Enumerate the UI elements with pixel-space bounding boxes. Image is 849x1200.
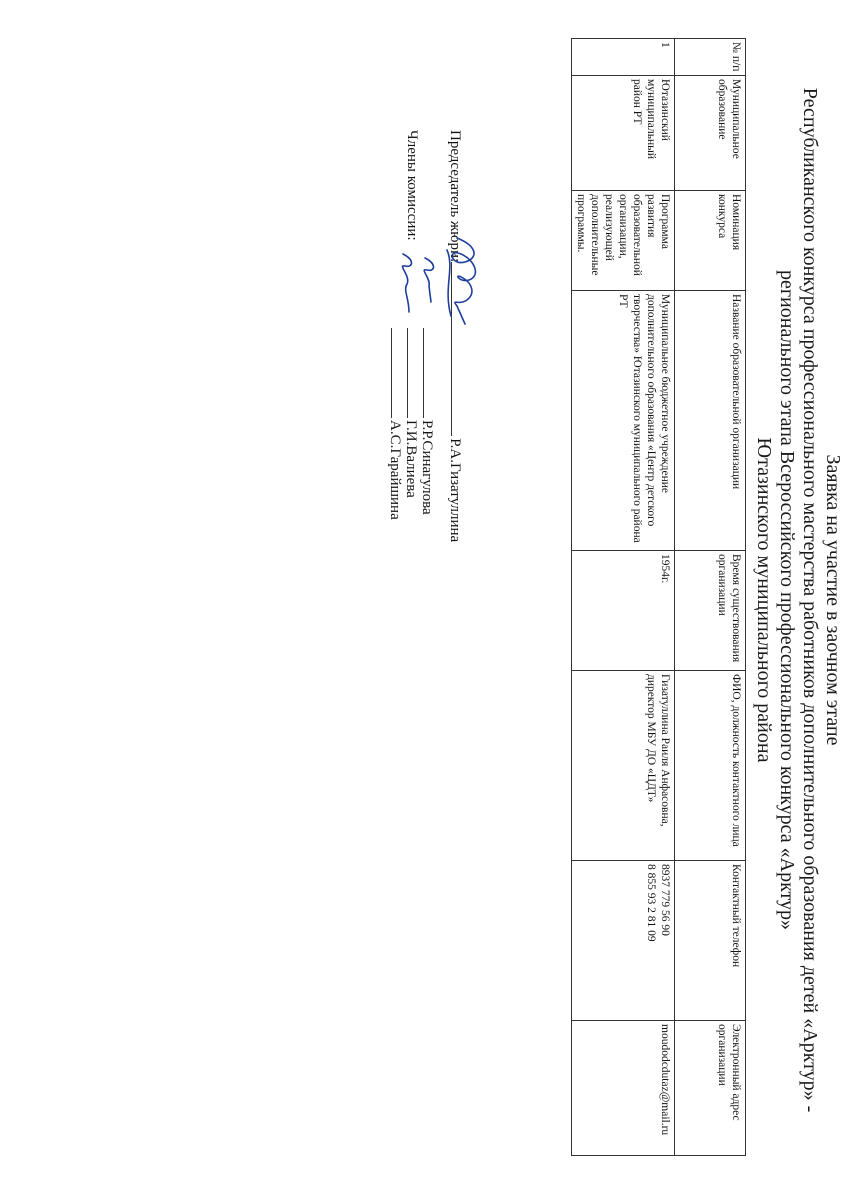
handwritten-signatures xyxy=(387,228,487,338)
members-label: Члены комиссии: xyxy=(404,130,420,241)
application-table xyxy=(571,38,746,1156)
col-header-organization: Название образовательной организации xyxy=(675,291,746,551)
member-signature-row xyxy=(402,328,420,498)
member-signature-row xyxy=(386,328,404,520)
phone-landline: 8 855 93 2 81 09 xyxy=(645,864,657,942)
col-header-nomination: Номинация конкурса xyxy=(675,191,746,291)
contest-subtitle: регионального этапа Всероссийского профессионального конкурса «Арктур» xyxy=(776,269,798,931)
table-header-row xyxy=(675,39,746,1156)
cell-years: 1954г. xyxy=(572,551,675,671)
col-header-email: Электронный адрес организации xyxy=(675,1021,746,1156)
cell-email[interactable]: moudodcdutaz@mail.ru xyxy=(572,1021,675,1156)
col-header-contact: ФИО, должность контактного лица xyxy=(675,671,746,861)
col-header-municipality: Муниципальное образование xyxy=(675,76,746,191)
phone-mobile: 8937 779 56 90 xyxy=(659,864,671,936)
col-header-phone: Контактный телефон xyxy=(675,861,746,1021)
chair-label: Председатель жюри: xyxy=(447,130,463,263)
member-signature-row xyxy=(418,328,436,515)
chair-name: Р.А.Гизатуллина xyxy=(447,438,463,543)
cell-organization: Муниципальное бюджетное учреждение дополнительного образования «Центр детского творчества» Ютазинского муниципального района РТ xyxy=(572,291,675,551)
cell-number: 1 xyxy=(572,39,675,76)
contest-title: Республиканского конкурса профессионального мастерства работников дополнительного образования детей «Арктур» - xyxy=(799,87,821,1113)
district-title: Ютазинского муниципального района xyxy=(753,437,775,763)
member-signature-mark-1 xyxy=(424,258,433,302)
col-header-years: Время существования организации xyxy=(675,551,746,671)
member-name: Г.И.Валиева xyxy=(403,420,419,498)
chair-signature-flourish xyxy=(447,250,451,316)
cell-phone xyxy=(572,861,675,1021)
table-row xyxy=(572,39,675,1156)
cell-municipality: Ютазинский муниципальный район РТ xyxy=(572,76,675,191)
cell-contact: Гизатуллина Раиля Анфасовна, директор МБУ ДО «ЦДТ» xyxy=(572,671,675,861)
member-name: Р.Р.Синагулова xyxy=(419,420,435,515)
chair-signature-mark xyxy=(452,238,475,324)
member-name: А.С.Гарайшина xyxy=(387,420,403,520)
member-signature-mark-2 xyxy=(402,254,411,312)
signature-line xyxy=(407,328,420,418)
document-title: Заявка на участие в заочном этапе xyxy=(822,454,844,746)
cell-nomination: Программа развития образовательной организации, реализующей дополнительные программы. xyxy=(572,191,675,291)
signature-line xyxy=(391,328,404,418)
signature-line xyxy=(423,328,436,418)
col-header-number: № п/п xyxy=(675,39,746,76)
